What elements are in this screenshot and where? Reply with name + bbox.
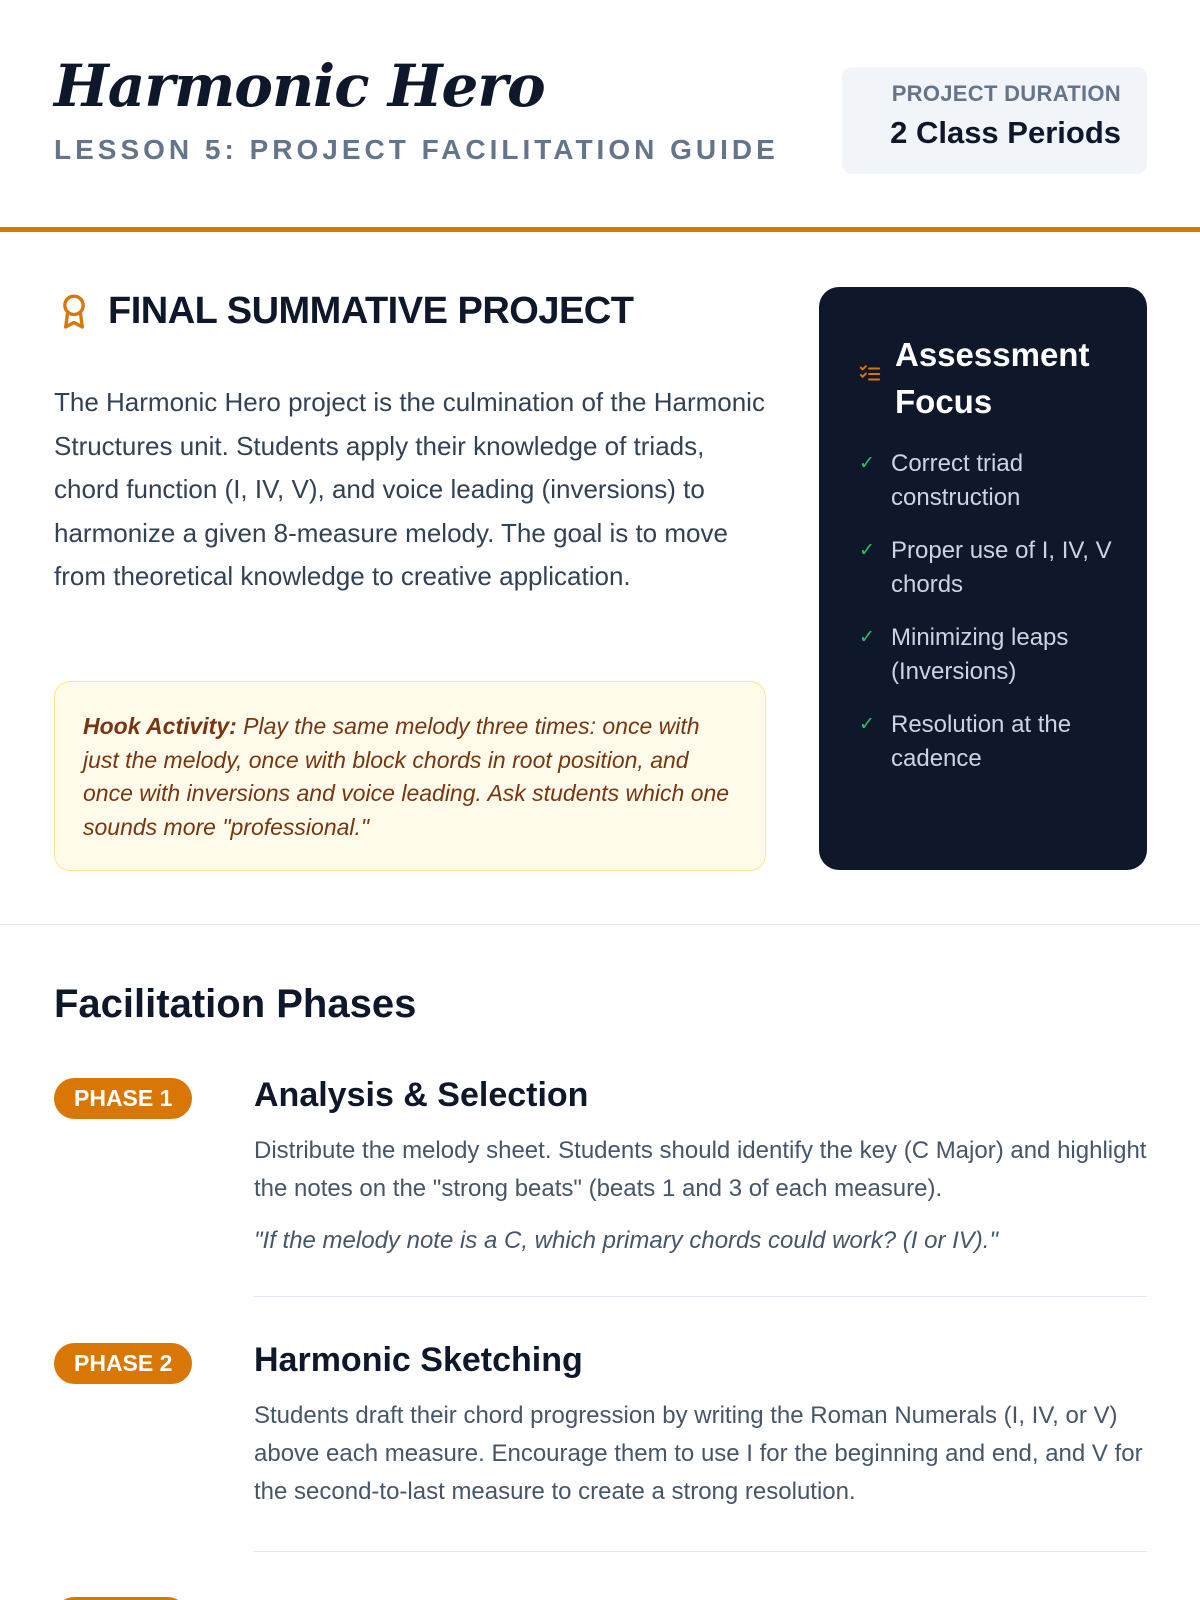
phases-title: Facilitation Phases [54,982,417,1026]
duration-card [842,67,1147,174]
check-icon: ✓ [859,627,875,648]
assessment-item: ✓ Minimizing leaps (Inversions) [859,621,1119,689]
check-icon: ✓ [859,540,875,561]
assessment-item: ✓ Resolution at the cadence [859,708,1119,776]
phase-divider [254,1551,1147,1552]
checklist-icon [859,363,881,385]
phase-quote: "If the melody note is a C, which primary chords could work? (I or IV)." [254,1227,998,1254]
phase-title: Harmonic Sketching [254,1341,583,1379]
project-title: FINAL SUMMATIVE PROJECT [108,290,634,332]
check-icon: ✓ [859,453,875,474]
section-divider [0,924,1200,925]
page-header [0,0,1200,232]
check-icon: ✓ [859,714,875,735]
lesson-subtitle: LESSON 5: PROJECT FACILITATION GUIDE [54,134,779,165]
assessment-list [859,447,1119,795]
project-description: The Harmonic Hero project is the culmination of the Harmonic Structures unit. Students apply their knowledge of triads, chord function (I, IV, V), and voice leading (inversions) to harmonize a given 8-measure melody. The goal is to move from theoretical knowledge to creative application. [54,387,765,591]
hook-activity-callout [54,681,766,871]
phase-description: Students draft their chord progression by writing the Roman Numerals (I, IV, or V) above each measure. Encourage them to use I for the beginning and end, and V for the second-to-last measure to create a strong resolution. [254,1402,1143,1505]
phase-title: Analysis & Selection [254,1076,589,1114]
phase-divider [254,1296,1147,1297]
phase-badge: PHASE 1 [54,1078,192,1119]
project-heading [54,290,633,333]
assessment-panel [819,287,1147,870]
hook-label: Hook Activity: [83,713,237,739]
hook-text: Play the same melody three times: once with just the melody, once with block chords in root position, and once with inversions and voice leading. Ask students which one sounds more "professional." [83,713,730,840]
phase-description: Distribute the melody sheet. Students should identify the key (C Major) and highlight the notes on the "strong beats" (beats 1 and 3 of each measure). [254,1137,1147,1202]
assessment-item: ✓ Correct triad construction [859,447,1119,515]
duration-label: PROJECT DURATION [891,81,1121,106]
page-title: Harmonic Hero [54,52,545,120]
award-icon [54,292,94,332]
assessment-title: Assessment Focus [895,336,1090,420]
assessment-item: ✓ Proper use of I, IV, V chords [859,534,1119,602]
phase-badge: PHASE 2 [54,1343,192,1384]
duration-value: 2 Class Periods [890,115,1121,150]
